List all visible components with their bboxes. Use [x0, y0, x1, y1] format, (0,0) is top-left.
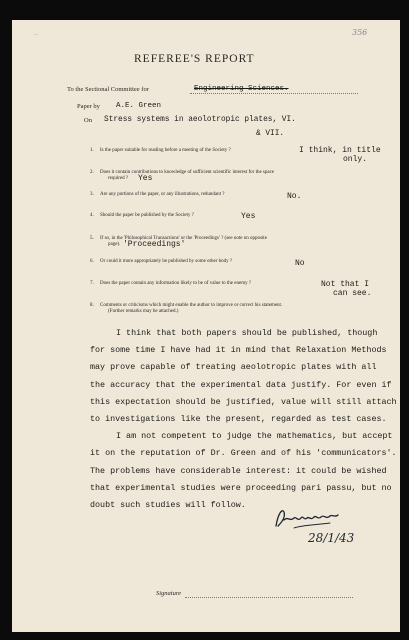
question-number: 4. [90, 213, 94, 218]
question-number: 8. [90, 303, 94, 308]
committee-value: Engineering Sciences. [194, 85, 289, 93]
paper-author: A.E. Green [116, 102, 162, 110]
question-number: 2. [90, 170, 94, 175]
corner-mark: ... [34, 31, 39, 37]
page-reference: 356 [352, 28, 368, 37]
question-number: 3. [90, 192, 94, 197]
comment-line: that experimental studies were proceeding pari passu, but no [90, 483, 392, 493]
report-sheet [12, 20, 400, 632]
question-text: Does the paper contain any information likely to be of value to the enemy ? [100, 281, 252, 286]
question-number: 7. [90, 281, 94, 286]
comment-line: The problems have considerable interest: it could be wished [90, 466, 387, 476]
paper-subject: Stress systems in aeolotropic plates, VI. [104, 116, 296, 124]
question-text: Should the paper be published by the Society ? [100, 213, 194, 218]
comment-line: for some time I have had it in mind that Relaxation Methods [90, 345, 387, 355]
answer-text: No. [287, 192, 302, 201]
question-text: Does it contain contributions to knowledge of sufficient scientific interest for the space [100, 170, 275, 175]
question-text-cont: required ? [108, 176, 129, 181]
committee-line [190, 93, 358, 94]
question-text: Comments or criticisms which might enable the author to improve or correct his statement. [100, 303, 283, 308]
handwritten-signature [272, 506, 342, 532]
question-text-cont: (Further remarks may be attached.) [108, 309, 179, 314]
question-number: 1. [90, 148, 94, 153]
on-label: On [84, 117, 92, 124]
answer-text: Yes [241, 212, 256, 221]
question-text: Are any portions of the paper, or any illustrations, redundant ? [100, 192, 225, 197]
answer-text: I think, in title [299, 146, 381, 155]
question-number: 5. [90, 236, 94, 241]
answer-text: Not that I [321, 280, 370, 289]
question-text: If so, in the 'Philosophical Transactions' or the 'Proceedings' ? (see note on opposite [100, 236, 267, 241]
answer-text-cont: can see. [333, 289, 372, 298]
comment-line: may prove capable of treating aeolotropic plates with all [90, 362, 377, 372]
answer-text: Yes [138, 174, 153, 183]
answer-text: No [295, 259, 305, 268]
answer-text-cont: only. [343, 155, 368, 164]
question-text-cont: page). [108, 242, 121, 247]
comment-line: I am not competent to judge the mathematics, but accept [116, 431, 393, 441]
paper-subject-cont: & VII. [256, 130, 285, 138]
question-text: Is the paper suitable for reading before a meeting of the Society ? [100, 148, 231, 153]
comment-line: to investigations like the present, regarded as test cases. [90, 414, 387, 424]
comment-line: I think that both papers should be published, though [116, 328, 378, 338]
comment-line: the accuracy that the experimental data justify. For even if [90, 380, 392, 390]
comment-line: it on the reputation of Dr. Green and of his 'communicators'. [90, 448, 397, 458]
question-text: Or could it more appropriately be published by some other body ? [100, 259, 233, 264]
signature-label: Signature [156, 590, 182, 597]
answer-text: 'Proceedings' [123, 240, 186, 249]
committee-label: To the Sectional Committee for [67, 86, 149, 93]
report-title: REFEREE'S REPORT [134, 53, 255, 65]
comment-line: this expectation should be justified, value will still attach [90, 397, 397, 407]
paper-label: Paper by [77, 103, 100, 110]
handwritten-date: 28/1/43 [308, 531, 355, 545]
signature-line [185, 597, 353, 598]
question-number: 6. [90, 259, 94, 264]
comment-line: doubt such studies will follow. [90, 500, 246, 510]
